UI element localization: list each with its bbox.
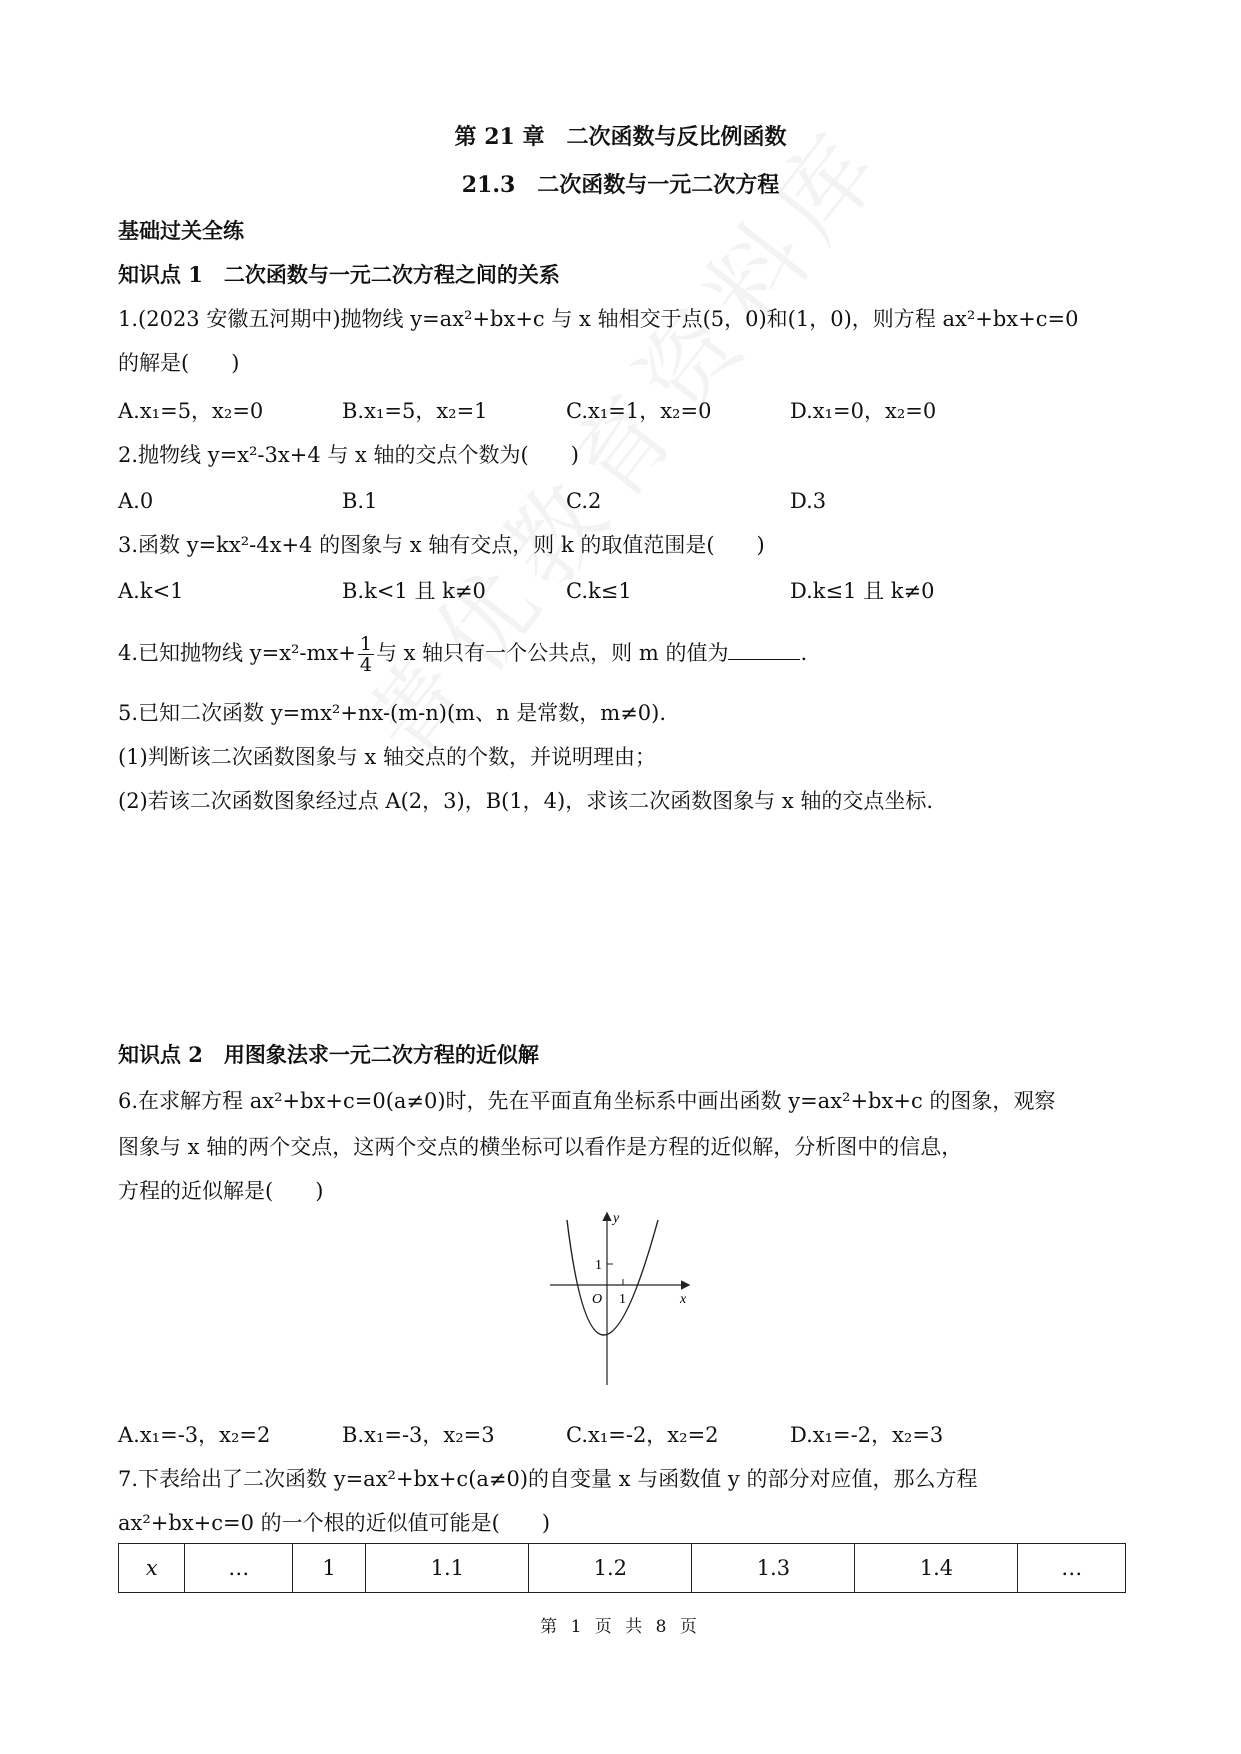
y-tick-label: 1 xyxy=(595,1258,602,1273)
q7-text: 7.下表给出了二次函数 y=ax²+bx+c(a≠0)的自变量 x 与函数值 y 的部分对应值，那么方程 xyxy=(118,1467,978,1491)
q4-fraction-num: 1 xyxy=(359,633,372,655)
q1-option-d: D.x₁=0，x₂=0 xyxy=(790,399,937,423)
q3-option-d: D.k≤1 且 k≠0 xyxy=(790,579,935,603)
x-axis-label: x xyxy=(680,1292,687,1307)
q1-option-c: C.x₁=1，x₂=0 xyxy=(566,399,712,423)
value-table xyxy=(118,1543,1126,1593)
q3-option-b: B.k<1 且 k≠0 xyxy=(342,579,486,603)
q4-answer-blank[interactable] xyxy=(728,639,800,660)
q4-text xyxy=(118,634,807,675)
q2-option-a: A.0 xyxy=(118,489,154,513)
chapter-title: 第 21 章 二次函数与反比例函数 xyxy=(454,124,787,150)
q5-part-1: (1)判断该二次函数图象与 x 轴交点的个数，并说明理由； xyxy=(118,745,656,769)
q1-text-cont: 的解是( ) xyxy=(118,351,240,375)
table-cell: … xyxy=(185,1544,292,1593)
kp1-heading: 知识点 1 二次函数与一元二次方程之间的关系 xyxy=(118,262,560,287)
q1-text: 1.(2023 安徽五河期中)抛物线 y=ax²+bx+c 与 x 轴相交于点(5，0)和(1，0)，则方程 ax²+bx+c=0 xyxy=(118,307,1079,331)
part-heading: 基础过关全练 xyxy=(118,218,244,243)
q7-text-cont: ax²+bx+c=0 的一个根的近似值可能是( ) xyxy=(118,1511,551,1535)
table-cell: 1.3 xyxy=(692,1544,855,1593)
q6-option-a: A.x₁=-3，x₂=2 xyxy=(118,1423,271,1447)
table-cell: 1.1 xyxy=(366,1544,529,1593)
q4-fraction-den: 4 xyxy=(359,654,372,676)
parabola-curve xyxy=(567,1220,658,1335)
origin-label: O xyxy=(592,1292,603,1307)
q3-option-c: C.k≤1 xyxy=(566,579,632,603)
table-cell: 1.2 xyxy=(529,1544,692,1593)
q2-option-c: C.2 xyxy=(566,489,602,513)
q2-text: 2.抛物线 y=x²-3x+4 与 x 轴的交点个数为( ) xyxy=(118,443,579,467)
q1-option-a: A.x₁=5，x₂=0 xyxy=(118,399,264,423)
q4-text-before: 4.已知抛物线 y=x²-mx+ xyxy=(118,641,356,665)
q6-option-b: B.x₁=-3，x₂=3 xyxy=(342,1423,495,1447)
q2-option-b: B.1 xyxy=(342,489,378,513)
table-cell: … xyxy=(1018,1544,1126,1593)
q5-part-2: (2)若该二次函数图象经过点 A(2，3)，B(1，4)，求该二次函数图象与 x 轴的交点坐标. xyxy=(118,789,934,813)
table-cell: 1 xyxy=(292,1544,365,1593)
q2-option-d: D.3 xyxy=(790,489,827,513)
q6-text-cont-1: 图象与 x 轴的两个交点，这两个交点的横坐标可以看作是方程的近似解，分析图中的信息， xyxy=(118,1135,963,1159)
page-footer: 第 1 页 共 8 页 xyxy=(540,1617,701,1637)
q3-text: 3.函数 y=kx²-4x+4 的图象与 x 轴有交点，则 k 的取值范围是( ) xyxy=(118,533,765,557)
q4-text-end: . xyxy=(800,641,808,665)
q4-fraction xyxy=(358,634,374,675)
table-cell-header: x xyxy=(119,1544,185,1593)
q6-option-c: C.x₁=-2，x₂=2 xyxy=(566,1423,719,1447)
y-axis-label: y xyxy=(613,1211,620,1226)
kp2-heading: 知识点 2 用图象法求一元二次方程的近似解 xyxy=(118,1042,539,1067)
q6-text: 6.在求解方程 ax²+bx+c=0(a≠0)时，先在平面直角坐标系中画出函数 y=ax²+bx+c 的图象，观察 xyxy=(118,1089,1056,1113)
table-cell: 1.4 xyxy=(855,1544,1018,1593)
section-title: 21.3 二次函数与一元二次方程 xyxy=(461,172,780,198)
q4-text-after: 与 x 轴只有一个公共点，则 m 的值为 xyxy=(375,641,729,665)
x-tick-label: 1 xyxy=(619,1292,626,1307)
parabola-graph xyxy=(545,1210,695,1390)
q1-option-b: B.x₁=5，x₂=1 xyxy=(342,399,488,423)
table-row xyxy=(119,1544,1126,1593)
q6-option-d: D.x₁=-2，x₂=3 xyxy=(790,1423,944,1447)
q5-text: 5.已知二次函数 y=mx²+nx-(m-n)(m、n 是常数，m≠0). xyxy=(118,701,666,725)
q6-text-cont-2: 方程的近似解是( ) xyxy=(118,1179,324,1203)
q3-option-a: A.k<1 xyxy=(118,579,184,603)
